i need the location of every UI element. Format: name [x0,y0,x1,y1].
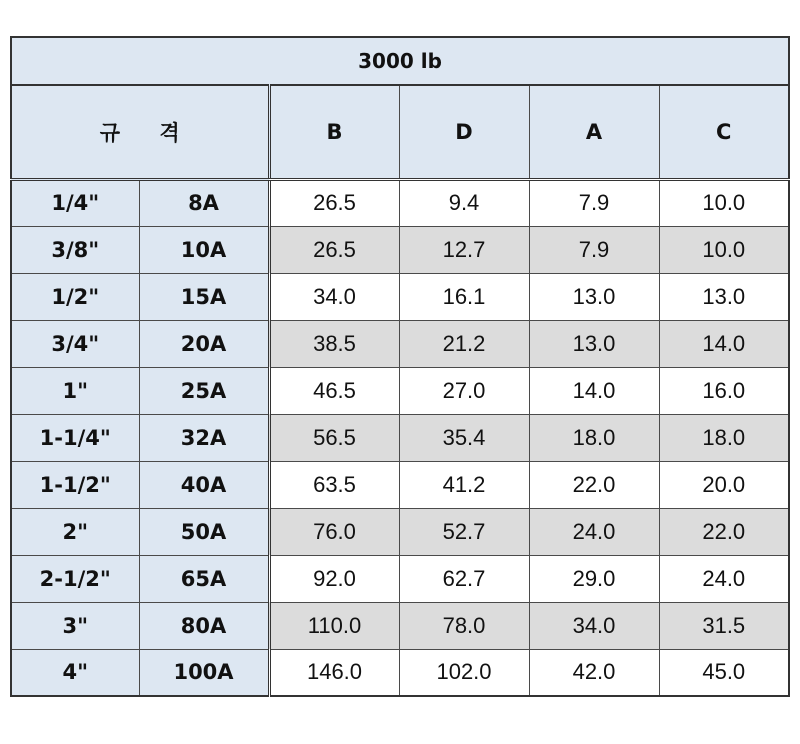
value-d: 27.0 [399,367,529,414]
spec-table-container [10,36,788,697]
pipe-size-a: 32A [139,414,269,461]
table-row [11,508,789,555]
value-b: 146.0 [269,649,399,696]
pipe-size-inch: 3/4" [11,320,139,367]
pipe-size-a: 8A [139,179,269,226]
value-a: 13.0 [529,320,659,367]
value-b: 76.0 [269,508,399,555]
table-row [11,602,789,649]
value-a: 7.9 [529,226,659,273]
value-d: 62.7 [399,555,529,602]
table-row [11,367,789,414]
value-b: 56.5 [269,414,399,461]
value-c: 16.0 [659,367,789,414]
value-c: 24.0 [659,555,789,602]
value-a: 18.0 [529,414,659,461]
pipe-size-a: 40A [139,461,269,508]
table-row [11,461,789,508]
pipe-size-inch: 1-1/4" [11,414,139,461]
table-row [11,273,789,320]
title-row [11,37,789,85]
pipe-size-inch: 1/4" [11,179,139,226]
value-c: 22.0 [659,508,789,555]
value-b: 110.0 [269,602,399,649]
value-c: 45.0 [659,649,789,696]
value-b: 46.5 [269,367,399,414]
value-d: 21.2 [399,320,529,367]
value-a: 42.0 [529,649,659,696]
value-b: 26.5 [269,226,399,273]
value-d: 16.1 [399,273,529,320]
pipe-size-inch: 2-1/2" [11,555,139,602]
value-a: 24.0 [529,508,659,555]
table-row [11,179,789,226]
value-a: 7.9 [529,179,659,226]
value-b: 34.0 [269,273,399,320]
value-d: 9.4 [399,179,529,226]
table-title: 3000 lb [11,37,789,85]
column-header-a: A [529,85,659,179]
pipe-size-a: 50A [139,508,269,555]
pipe-size-inch: 3/8" [11,226,139,273]
pipe-size-inch: 3" [11,602,139,649]
value-a: 34.0 [529,602,659,649]
value-b: 38.5 [269,320,399,367]
pipe-size-a: 20A [139,320,269,367]
table-row [11,414,789,461]
value-c: 31.5 [659,602,789,649]
pipe-size-inch: 4" [11,649,139,696]
value-d: 102.0 [399,649,529,696]
value-d: 12.7 [399,226,529,273]
pipe-size-a: 65A [139,555,269,602]
value-a: 13.0 [529,273,659,320]
value-d: 41.2 [399,461,529,508]
pipe-size-a: 100A [139,649,269,696]
value-d: 52.7 [399,508,529,555]
value-c: 20.0 [659,461,789,508]
value-a: 22.0 [529,461,659,508]
value-d: 78.0 [399,602,529,649]
column-header-d: D [399,85,529,179]
value-a: 29.0 [529,555,659,602]
spec-header: 규 격 [11,85,269,179]
column-header-b: B [269,85,399,179]
table-row [11,649,789,696]
value-b: 92.0 [269,555,399,602]
value-c: 18.0 [659,414,789,461]
value-c: 10.0 [659,179,789,226]
table-row [11,226,789,273]
pipe-size-inch: 1/2" [11,273,139,320]
value-a: 14.0 [529,367,659,414]
pipe-size-inch: 1" [11,367,139,414]
pipe-size-a: 15A [139,273,269,320]
value-d: 35.4 [399,414,529,461]
pipe-size-a: 10A [139,226,269,273]
value-c: 14.0 [659,320,789,367]
spec-table [10,36,790,697]
pipe-size-inch: 1-1/2" [11,461,139,508]
table-row [11,555,789,602]
column-header-c: C [659,85,789,179]
pipe-size-inch: 2" [11,508,139,555]
value-b: 63.5 [269,461,399,508]
value-b: 26.5 [269,179,399,226]
pipe-size-a: 25A [139,367,269,414]
value-c: 10.0 [659,226,789,273]
value-c: 13.0 [659,273,789,320]
header-row [11,85,789,179]
table-row [11,320,789,367]
pipe-size-a: 80A [139,602,269,649]
